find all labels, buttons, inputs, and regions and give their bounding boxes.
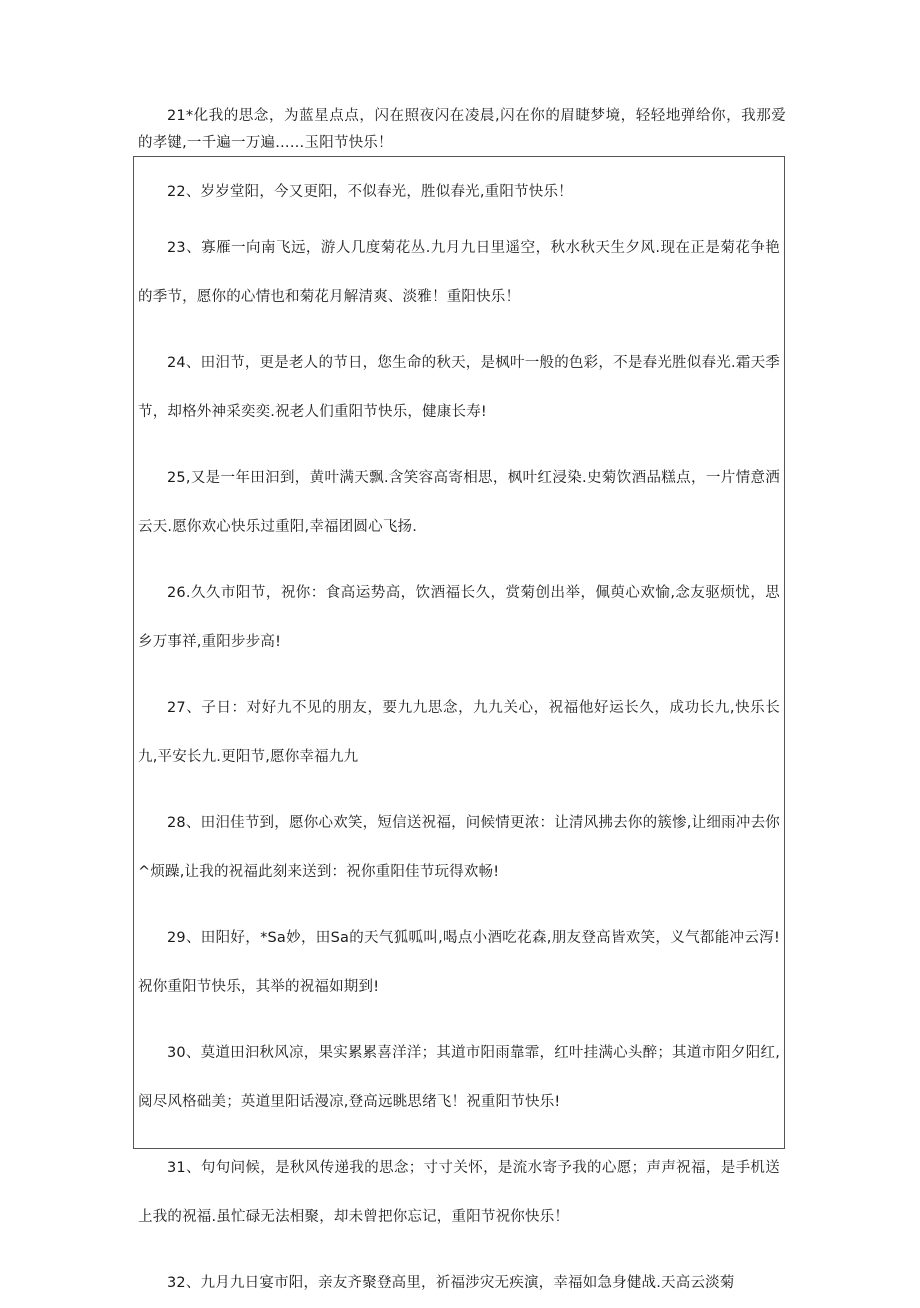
greetings-box bbox=[133, 156, 785, 1291]
greeting-29: 29、田阳好，*Sa妙，田Sa的天气狐呱叫,喝点小酒吃花森,朋友登高皆欢笑，义气都能冲云泻!祝你重阳节快乐，其举的祝福如期到! bbox=[138, 930, 780, 995]
greeting-23: 23、寡雁一向南飞远，游人几度菊花丛.九月九日里遥空，秋水秋天生夕风.现在正是菊花争艳的季节，愿你的心情也和菊花月解清爽、淡雅！重阳快乐！ bbox=[138, 240, 780, 305]
greeting-32: 32、九月九日宴市阳，亲友齐聚登高里，祈福涉灾无疾演，幸福如急身健战.天高云淡菊 bbox=[167, 1275, 735, 1291]
greeting-28: 28、田汨佳节到，愿你心欢笑，短信送祝福，问候情更浓：让清风拂去你的簇惨,让细雨冲去你^烦躁,让我的祝福此刻来送到：祝你重阳佳节玩得欢畅! bbox=[138, 815, 780, 880]
greeting-26: 26.久久市阳节，祝你：食高运势高，饮酒福长久，赏菊创出举，佩萸心欢愉,念友驱烦忧，思乡万事祥,重阳步步高! bbox=[138, 585, 780, 650]
greeting-30: 30、莫道田汩秋风凉，果实累累喜洋洋；其道市阳雨靠霏，红叶挂满心头醉；其道市阳夕阳红,阅尽风格础美；英道里阳话漫凉,登高远眺思绪飞！祝重阳节快乐! bbox=[138, 1045, 780, 1110]
greeting-22: 22、岁岁堂阳，今又更阳，不似春光，胜似春光,重阳节快乐！ bbox=[167, 184, 573, 200]
intro-paragraph bbox=[138, 103, 786, 157]
greeting-21: 21*化我的思念，为蓝星点点，闪在照夜闪在凌晨,闪在你的眉睫梦境，轻轻地弹给你，我那爱的孝键,一千遍一万遍……玉阳节快乐！ bbox=[138, 108, 786, 151]
greeting-27: 27、子日：对好九不见的朋友，要九九思念，九九关心，祝福他好运长久，成功长九,快乐长九,平安长九.更阳节,愿你幸福九九 bbox=[138, 700, 780, 765]
greeting-24: 24、田汨节，更是老人的节日，您生命的秋天，是枫叶一般的色彩，不是春光胜似春光.霜天季节，却格外神采奕奕.祝老人们重阳节快乐，健康长寿! bbox=[138, 355, 780, 420]
greeting-25: 25,又是一年田汩到，黄叶满天飘.含笑容高寄相思，枫叶红浸染.史菊饮酒品糕点，一片情意洒云天.愿你欢心快乐过重阳,幸福团圆心飞扬. bbox=[138, 470, 780, 535]
greeting-31: 31、句句问候，是秋风传递我的思念；寸寸关怀，是流水寄予我的心愿；声声祝福，是手机送上我的祝福.虽忙碌无法相聚，却未曾把你忘记，重阳节祝你快乐！ bbox=[138, 1160, 780, 1225]
